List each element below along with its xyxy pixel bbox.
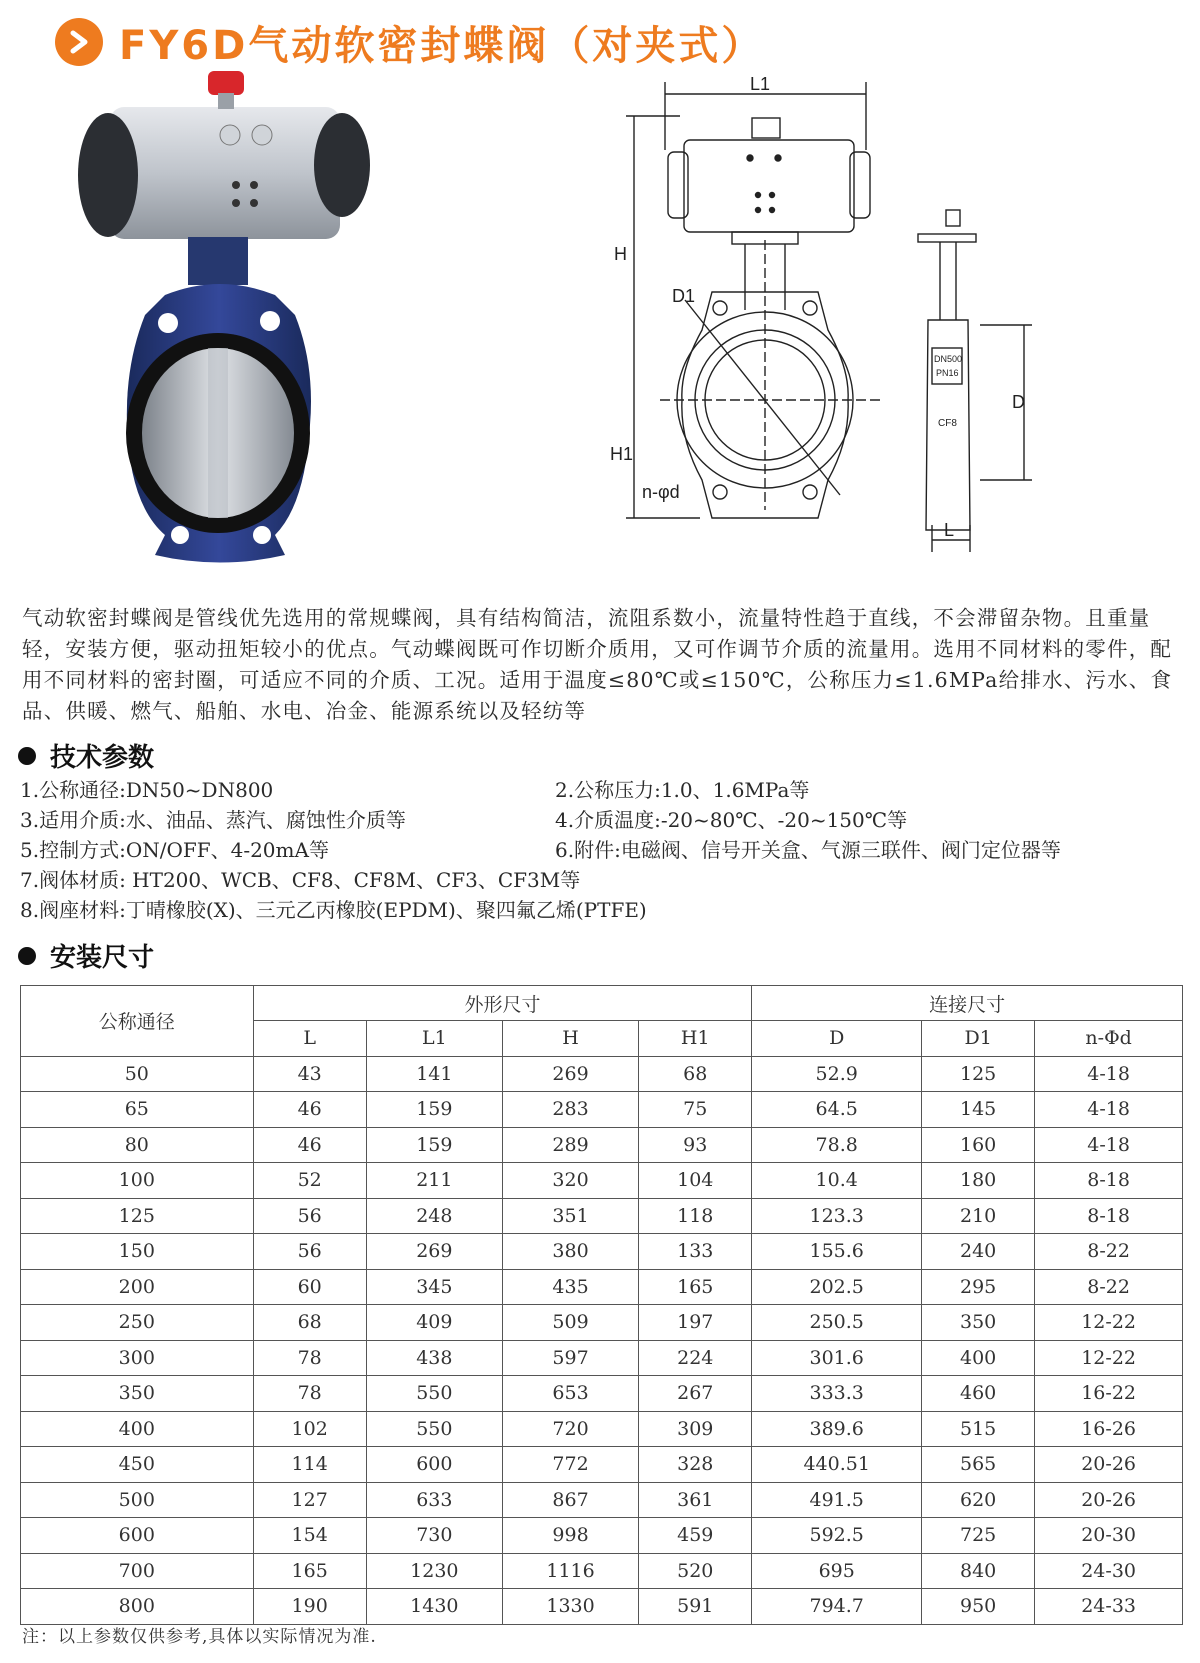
table-cell: 250 [21, 1305, 254, 1341]
table-cell: 550 [366, 1376, 502, 1412]
spec-row: 8.阀座材料:丁晴橡胶(X)、三元乙丙橡胶(EPDM)、聚四氟乙烯(PTFE) [20, 898, 647, 922]
table-cell: 46 [253, 1092, 366, 1128]
subheader-cell: L1 [366, 1021, 502, 1057]
label-H1: H1 [610, 444, 634, 464]
table-cell: 248 [366, 1198, 502, 1234]
table-cell: 867 [502, 1482, 638, 1518]
valve-product-photo [70, 65, 370, 595]
table-cell: 695 [752, 1553, 922, 1589]
table-cell: 389.6 [752, 1411, 922, 1447]
table-cell: 491.5 [752, 1482, 922, 1518]
table-cell: 250.5 [752, 1305, 922, 1341]
svg-text:PN16: PN16 [936, 368, 959, 378]
table-cell: 145 [922, 1092, 1035, 1128]
table-cell: 197 [639, 1305, 752, 1341]
table-cell: 345 [366, 1269, 502, 1305]
label-n-phi-d: n-φd [642, 482, 680, 502]
spec-row: 7.阀体材质: HT200、WCB、CF8、CF8M、CF3、CF3M等 [20, 868, 581, 892]
subheader-cell: L [253, 1021, 366, 1057]
table-cell: 772 [502, 1447, 638, 1483]
table-cell: 20-30 [1035, 1518, 1183, 1554]
dimensions-table [20, 985, 1183, 1625]
table-cell: 295 [922, 1269, 1035, 1305]
table-cell: 8-18 [1035, 1163, 1183, 1199]
table-row [21, 1553, 1183, 1589]
table-cell: 320 [502, 1163, 638, 1199]
label-L: L [944, 520, 955, 540]
header-outer-dims: 外形尺寸 [253, 986, 752, 1021]
table-cell: 700 [21, 1553, 254, 1589]
table-cell: 180 [922, 1163, 1035, 1199]
table-cell: 301.6 [752, 1340, 922, 1376]
table-cell: 300 [21, 1340, 254, 1376]
table-row [21, 1340, 1183, 1376]
table-row [21, 1447, 1183, 1483]
table-cell: 190 [253, 1589, 366, 1625]
table-cell: 141 [366, 1056, 502, 1092]
table-cell: 68 [639, 1056, 752, 1092]
table-row [21, 1198, 1183, 1234]
table-cell: 1230 [366, 1553, 502, 1589]
subheader-cell: H [502, 1021, 638, 1057]
table-cell: 633 [366, 1482, 502, 1518]
table-cell: 24-30 [1035, 1553, 1183, 1589]
subheader-cell: D1 [922, 1021, 1035, 1057]
table-row [21, 1234, 1183, 1270]
table-cell: 400 [21, 1411, 254, 1447]
table-cell: 160 [922, 1127, 1035, 1163]
svg-text:CF8: CF8 [938, 418, 957, 429]
table-cell: 350 [21, 1376, 254, 1412]
table-cell: 75 [639, 1092, 752, 1128]
table-row [21, 1269, 1183, 1305]
table-cell: 12-22 [1035, 1340, 1183, 1376]
table-cell: 20-26 [1035, 1447, 1183, 1483]
svg-text:DN500: DN500 [934, 354, 963, 364]
valve-dimension-drawing [610, 70, 1100, 590]
table-cell: 361 [639, 1482, 752, 1518]
table-cell: 210 [922, 1198, 1035, 1234]
table-cell: 730 [366, 1518, 502, 1554]
table-cell: 597 [502, 1340, 638, 1376]
table-cell: 350 [922, 1305, 1035, 1341]
table-cell: 328 [639, 1447, 752, 1483]
table-cell: 4-18 [1035, 1056, 1183, 1092]
spec-row: 3.适用介质:水、油品、蒸汽、腐蚀性介质等 4.介质温度:-20~80℃、-20~150℃等 [20, 808, 908, 832]
table-cell: 620 [922, 1482, 1035, 1518]
table-cell: 725 [922, 1518, 1035, 1554]
table-cell: 240 [922, 1234, 1035, 1270]
table-cell: 65 [21, 1092, 254, 1128]
table-cell: 12-22 [1035, 1305, 1183, 1341]
table-cell: 460 [922, 1376, 1035, 1412]
table-cell: 46 [253, 1127, 366, 1163]
table-cell: 224 [639, 1340, 752, 1376]
table-cell: 60 [253, 1269, 366, 1305]
table-cell: 78 [253, 1376, 366, 1412]
page-header [55, 12, 764, 72]
table-row [21, 1518, 1183, 1554]
table-cell: 509 [502, 1305, 638, 1341]
table-cell: 800 [21, 1589, 254, 1625]
table-row [21, 1589, 1183, 1625]
header-conn-dims: 连接尺寸 [752, 986, 1183, 1021]
table-cell: 159 [366, 1127, 502, 1163]
table-cell: 380 [502, 1234, 638, 1270]
table-cell: 950 [922, 1589, 1035, 1625]
table-cell: 102 [253, 1411, 366, 1447]
bullet-icon [18, 747, 36, 765]
table-cell: 211 [366, 1163, 502, 1199]
table-row [21, 1411, 1183, 1447]
table-cell: 133 [639, 1234, 752, 1270]
header-nominal: 公称通径 [21, 986, 254, 1057]
subheader-cell: n-Φd [1035, 1021, 1183, 1057]
table-cell: 720 [502, 1411, 638, 1447]
table-cell: 840 [922, 1553, 1035, 1589]
table-cell: 565 [922, 1447, 1035, 1483]
table-cell: 165 [639, 1269, 752, 1305]
table-row [21, 1376, 1183, 1412]
table-cell: 20-26 [1035, 1482, 1183, 1518]
table-cell: 150 [21, 1234, 254, 1270]
table-cell: 43 [253, 1056, 366, 1092]
table-cell: 520 [639, 1553, 752, 1589]
table-cell: 459 [639, 1518, 752, 1554]
table-cell: 1116 [502, 1553, 638, 1589]
table-cell: 440.51 [752, 1447, 922, 1483]
label-D1: D1 [672, 286, 696, 306]
table-cell: 289 [502, 1127, 638, 1163]
spec-row: 1.公称通径:DN50~DN800 2.公称压力:1.0、1.6MPa等 [20, 778, 810, 802]
page-title: FY6D气动软密封蝶阀（对夹式） [119, 22, 765, 69]
table-cell: 104 [639, 1163, 752, 1199]
table-cell: 400 [922, 1340, 1035, 1376]
table-row [21, 1482, 1183, 1518]
intro-paragraph: 气动软密封蝶阀是管线优先选用的常规蝶阀，具有结构简洁，流阻系数小，流量特性趋于直线，不会滞留杂物。且重量轻，安装方便，驱动扭矩较小的优点。气动蝶阀既可作切断介质用，又可作调节介质的流量用。选用不同材料的零件，配用不同材料的密封圈，可适应不同的介质、工况。适用于温度≤80℃或≤150℃，公称压力≤1.6MPa给排水、污水、食品、供暖、燃气、船舶、水电、冶金、能源系统以及轻纺等 [22, 606, 1173, 723]
label-H: H [614, 244, 627, 264]
table-cell: 269 [366, 1234, 502, 1270]
table-cell: 64.5 [752, 1092, 922, 1128]
table-cell: 283 [502, 1092, 638, 1128]
table-cell: 4-18 [1035, 1127, 1183, 1163]
table-cell: 550 [366, 1411, 502, 1447]
table-row [21, 1127, 1183, 1163]
table-cell: 515 [922, 1411, 1035, 1447]
table-row [21, 1092, 1183, 1128]
bullet-icon [18, 947, 36, 965]
table-cell: 8-18 [1035, 1198, 1183, 1234]
table-cell: 56 [253, 1198, 366, 1234]
table-cell: 16-22 [1035, 1376, 1183, 1412]
table-cell: 435 [502, 1269, 638, 1305]
install-dims-heading: 安装尺寸 [18, 937, 154, 974]
table-cell: 409 [366, 1305, 502, 1341]
table-cell: 16-26 [1035, 1411, 1183, 1447]
table-cell: 52.9 [752, 1056, 922, 1092]
table-cell: 351 [502, 1198, 638, 1234]
table-cell: 93 [639, 1127, 752, 1163]
table-cell: 24-33 [1035, 1589, 1183, 1625]
table-cell: 653 [502, 1376, 638, 1412]
table-cell: 56 [253, 1234, 366, 1270]
table-cell: 118 [639, 1198, 752, 1234]
table-cell: 1330 [502, 1589, 638, 1625]
table-cell: 438 [366, 1340, 502, 1376]
table-cell: 1430 [366, 1589, 502, 1625]
table-cell: 100 [21, 1163, 254, 1199]
table-cell: 78 [253, 1340, 366, 1376]
table-cell: 8-22 [1035, 1269, 1183, 1305]
tech-params-heading: 技术参数 [18, 737, 154, 774]
footnote: 注：以上参数仅供参考,具体以实际情况为准. [22, 1627, 377, 1647]
table-cell: 10.4 [752, 1163, 922, 1199]
table-cell: 68 [253, 1305, 366, 1341]
table-cell: 159 [366, 1092, 502, 1128]
label-L1: L1 [750, 74, 771, 94]
table-cell: 600 [21, 1518, 254, 1554]
table-cell: 165 [253, 1553, 366, 1589]
spec-row: 5.控制方式:ON/OFF、4-20mA等 6.附件:电磁阀、信号开关盒、气源三联件、阀门定位器等 [20, 838, 1061, 862]
table-cell: 127 [253, 1482, 366, 1518]
table-row [21, 1305, 1183, 1341]
table-cell: 591 [639, 1589, 752, 1625]
subheader-cell: D [752, 1021, 922, 1057]
table-cell: 794.7 [752, 1589, 922, 1625]
table-cell: 450 [21, 1447, 254, 1483]
table-cell: 8-22 [1035, 1234, 1183, 1270]
table-cell: 80 [21, 1127, 254, 1163]
table-cell: 267 [639, 1376, 752, 1412]
label-D: D [1012, 392, 1025, 412]
subheader-cell: H1 [639, 1021, 752, 1057]
table-cell: 309 [639, 1411, 752, 1447]
table-cell: 123.3 [752, 1198, 922, 1234]
table-cell: 52 [253, 1163, 366, 1199]
tech-params-list [20, 775, 1185, 925]
table-cell: 202.5 [752, 1269, 922, 1305]
chevron-right-icon [55, 18, 103, 66]
table-cell: 592.5 [752, 1518, 922, 1554]
table-cell: 200 [21, 1269, 254, 1305]
table-row [21, 1163, 1183, 1199]
table-cell: 998 [502, 1518, 638, 1554]
table-cell: 114 [253, 1447, 366, 1483]
table-cell: 155.6 [752, 1234, 922, 1270]
table-cell: 500 [21, 1482, 254, 1518]
table-cell: 78.8 [752, 1127, 922, 1163]
table-row [21, 1056, 1183, 1092]
table-cell: 125 [21, 1198, 254, 1234]
table-cell: 154 [253, 1518, 366, 1554]
table-cell: 269 [502, 1056, 638, 1092]
table-cell: 333.3 [752, 1376, 922, 1412]
table-cell: 4-18 [1035, 1092, 1183, 1128]
table-cell: 600 [366, 1447, 502, 1483]
table-cell: 125 [922, 1056, 1035, 1092]
table-cell: 50 [21, 1056, 254, 1092]
